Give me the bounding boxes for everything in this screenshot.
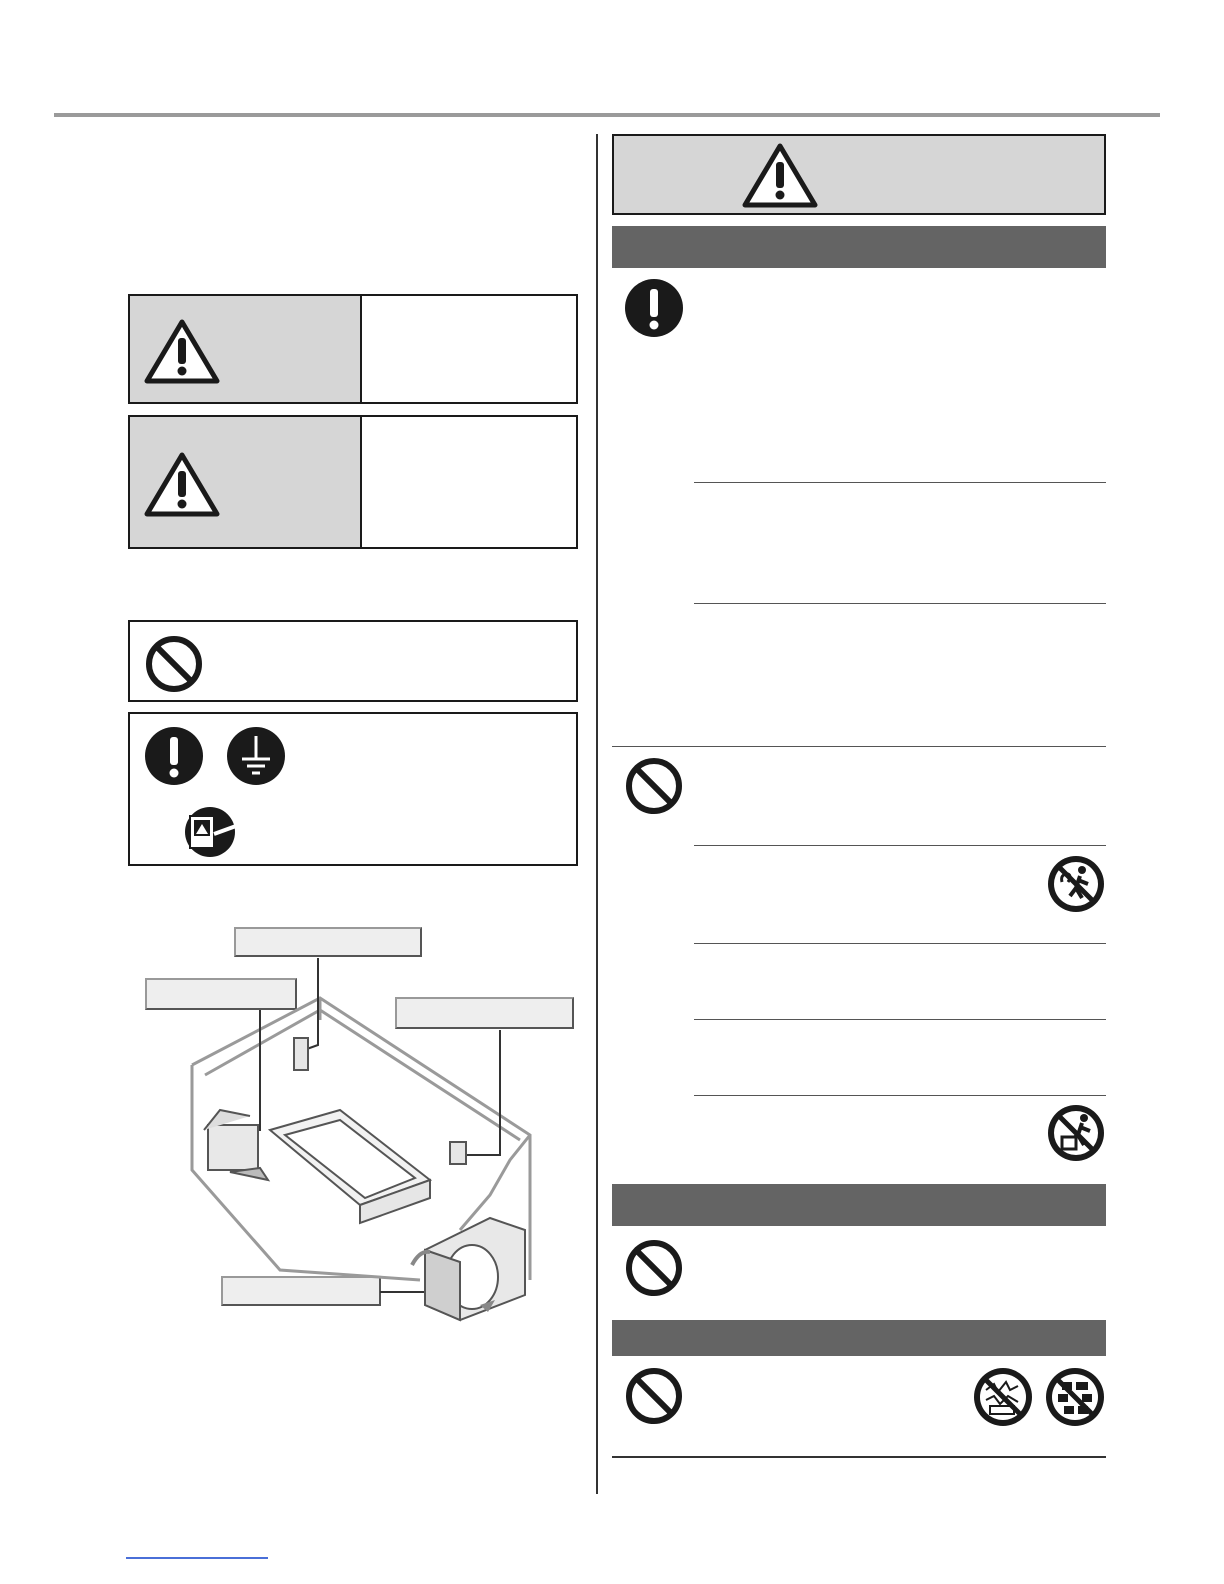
footer-link[interactable]: [126, 1557, 268, 1559]
no-combustible-icon: [972, 1366, 1034, 1428]
section-header-bar: [612, 1320, 1106, 1356]
exclamation-circle-icon: [624, 278, 684, 338]
unplug-icon: [180, 806, 240, 858]
section-header-bar: [612, 1184, 1106, 1226]
caution-level-box: [128, 415, 578, 549]
section-header-bar: [612, 226, 1106, 268]
prohibition-icon: [624, 756, 684, 816]
item-divider: [694, 482, 1106, 483]
exclamation-circle-icon: [144, 726, 204, 786]
prohibition-icon: [624, 1366, 684, 1426]
installation-diagram: [180, 950, 580, 1340]
item-divider: [694, 1095, 1106, 1096]
warning-level-box: [128, 294, 578, 404]
prohibition-legend-box: [128, 620, 578, 702]
bottom-divider: [612, 1456, 1106, 1458]
item-divider: [694, 603, 1106, 604]
ground-icon: [226, 726, 286, 786]
item-divider: [694, 1019, 1106, 1020]
no-plants-icon: [1044, 1366, 1106, 1428]
caution-level-icon-cell: [130, 417, 362, 547]
item-divider: [694, 845, 1106, 846]
warning-triangle-icon: [144, 318, 220, 384]
warning-header-box: [612, 134, 1106, 215]
no-climbing-icon: [1046, 1103, 1106, 1163]
warning-triangle-icon: [144, 451, 220, 517]
no-pulling-icon: [1046, 854, 1106, 914]
warning-level-icon-cell: [130, 296, 362, 402]
prohibition-icon: [624, 1238, 684, 1298]
top-rule: [54, 113, 1160, 117]
item-divider: [694, 943, 1106, 944]
mandatory-legend-box: [128, 712, 578, 866]
prohibition-icon: [144, 634, 204, 694]
warning-triangle-icon: [742, 142, 818, 208]
group-divider: [612, 746, 1106, 747]
column-divider: [596, 134, 598, 1494]
